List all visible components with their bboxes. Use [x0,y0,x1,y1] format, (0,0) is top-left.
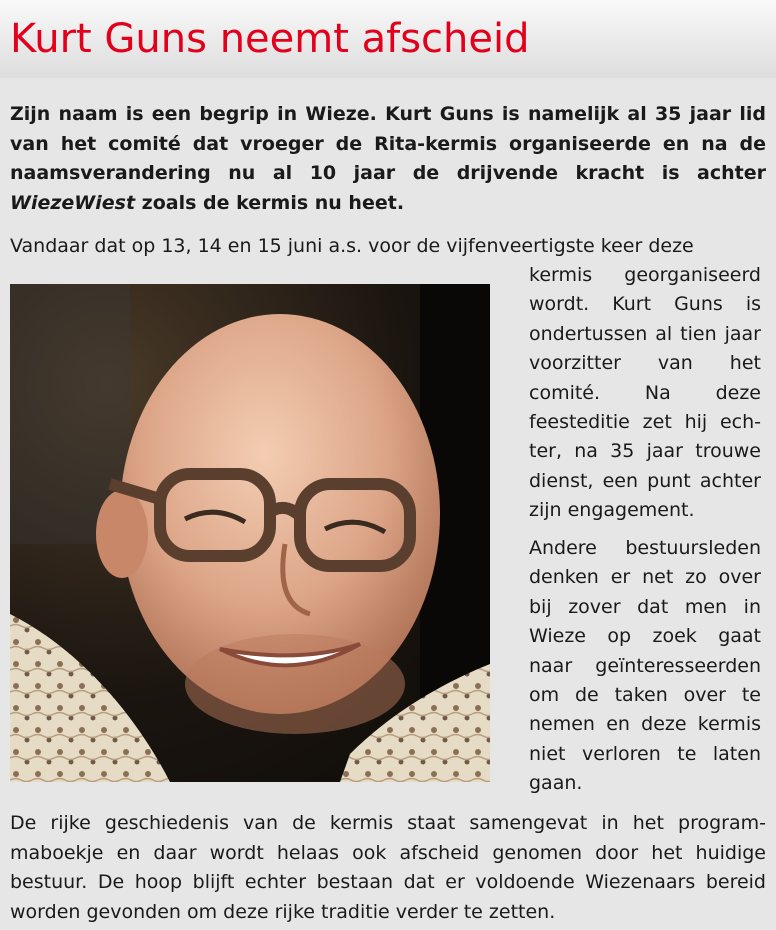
paragraph-closing: De rijke geschiedenis van de kermis staat samengevat in het programmaboekje en daar wordt helaas ook afscheid genomen door het huidige bestuur. De hoop blijft echter bestaan dat er voldoende Wiezenaars bereid worden gevonden om deze rijke traditie verder te zetten. [10,812,766,923]
lead-text-start: Zijn naam is een begrip in Wieze. Kurt Guns is namelijk al 35 jaar lid van het comité dat vroeger de Rita-kermis organiseerde en na de naamsverandering nu al 10 jaar de drijvende kracht is achter [10,103,766,184]
paragraph-intro: Vandaar dat op 13, 14 en 15 juni a.s. voor de vijfenveertigste keer deze [10,235,694,257]
lead-text-end: zoals de kermis nu heet. [135,191,405,214]
paragraph-sidebar-1: kermis georganiseerd wordt. Kurt Guns is ondertussen al tien jaar voorzitter van het comité. Na deze feesteditie zet hij echter, na 35 jaar trouwe dienst, een punt achter zijn engagement. [529,264,761,522]
article-title: Kurt Guns neemt afscheid [0,0,776,78]
paragraph-sidebar-2: Andere bestuursleden denken er net zo over bij zover dat men in Wieze op zoek gaat naar geïnteresseerden om de taken over te nemen en deze kermis niet verloren te laten gaan. [529,537,761,795]
lead-event-name: WiezeWiest [10,191,136,214]
portrait-photo [10,284,490,782]
article-lead [10,100,766,218]
